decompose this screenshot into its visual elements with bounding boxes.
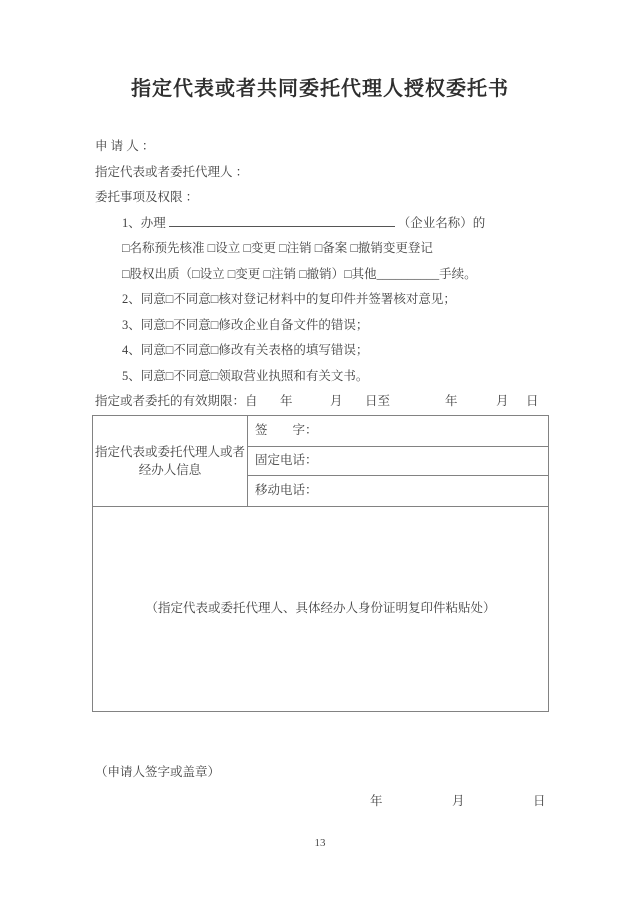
mobile-phone-field-cell: 移动电话： (248, 475, 549, 506)
page-number: 13 (314, 837, 326, 849)
validity-period-line (95, 389, 548, 415)
validity-month-to: 月 (496, 394, 509, 408)
document-body (95, 134, 548, 809)
applicant-label: 申 请 人 ： (95, 139, 155, 153)
validity-day-to: 日至 (365, 394, 391, 408)
check-options-line-1: □名称预先核准 □设立 □变更 □注销 □备案 □撤销变更登记 (122, 241, 433, 255)
validity-year-to: 年 (445, 394, 458, 408)
agent-info-table (92, 415, 549, 712)
validity-label: 指定或者委托的有效期限：自 (95, 394, 258, 408)
company-name-blank-field (169, 214, 395, 227)
item-1-line (95, 211, 548, 237)
validity-month-from: 月 (330, 394, 343, 408)
signature-date-month: 月 (452, 793, 465, 808)
signature-date-line (95, 793, 548, 809)
item-3-line: 3、同意□不同意□修改企业自备文件的错误； (122, 317, 369, 332)
validity-year-from: 年 (280, 394, 293, 408)
item-1-prefix: 1、办理 (122, 215, 166, 230)
check-options-line-2: □股权出质（□设立 □变更 □注销 □撤销）□其他__________手续。 (122, 266, 477, 281)
agent-info-label-line2: 经办人信息 (138, 462, 202, 477)
item-4-line: 4、同意□不同意□修改有关表格的填写错误； (122, 343, 369, 357)
item-1-company-suffix: （企业名称）的 (397, 215, 486, 230)
fixed-phone-field-cell: 固定电话： (248, 446, 549, 475)
item-5-line: 5、同意□不同意□领取营业执照和有关文书。 (122, 368, 369, 383)
document-title: 指定代表或者共同委托代理人授权委托书 (131, 78, 509, 100)
item-2-line: 2、同意□不同意□核对登记材料中的复印件并签署核对意见； (122, 292, 456, 306)
validity-day-end: 日 (526, 394, 539, 408)
applicant-signature-hint: （申请人签字或盖章） (95, 764, 221, 779)
signature-date-day: 日 (533, 793, 546, 808)
signature-date-year: 年 (370, 793, 383, 808)
agent-info-label-line1: 指定代表或委托代理人或者 (94, 444, 245, 459)
id-copy-paste-area-cell: （指定代表或委托代理人、具体经办人身份证明复印件粘贴处） (93, 506, 549, 711)
signature-field-cell: 签 字： (248, 415, 549, 446)
agent-info-header-cell (93, 415, 248, 506)
matters-label: 委托事项及权限 ： (95, 190, 199, 204)
agent-label: 指定代表或者委托代理人 ： (95, 164, 249, 179)
